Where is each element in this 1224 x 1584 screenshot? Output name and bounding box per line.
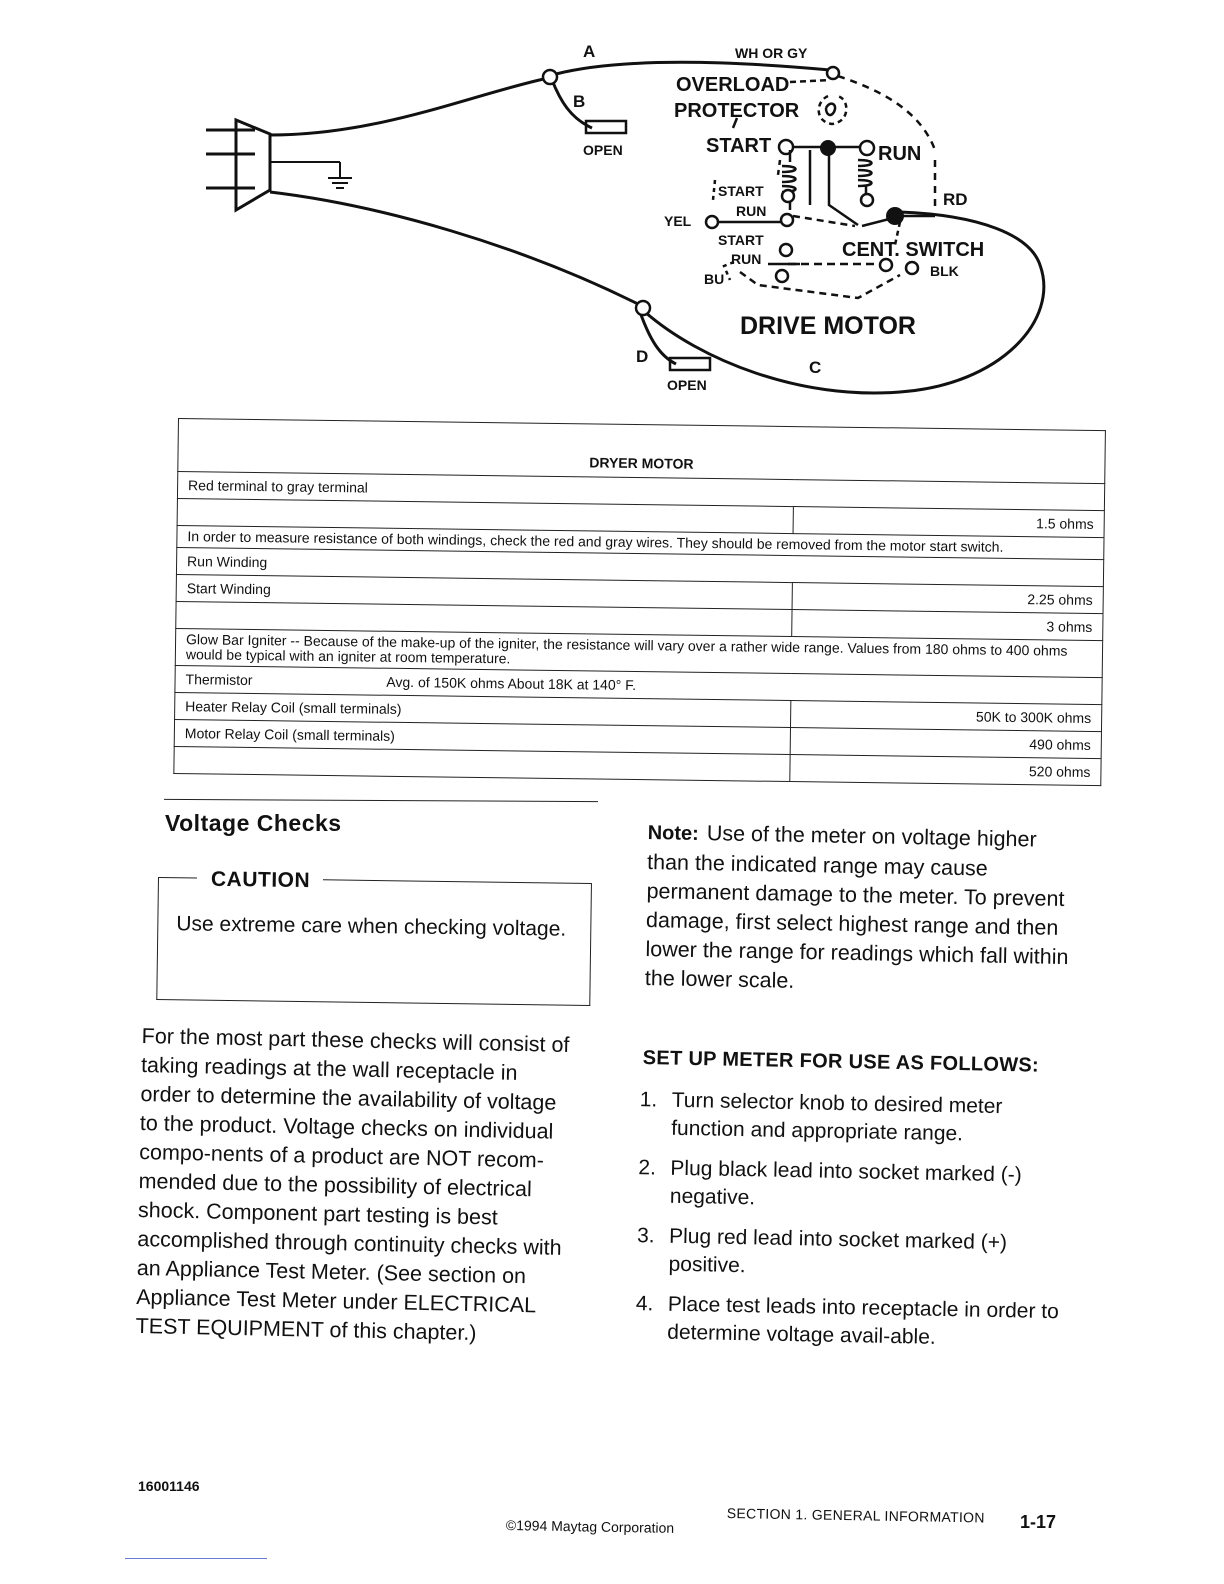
list-item <box>630 1222 1071 1286</box>
table-cell-label: Heater Relay Coil (small terminals) <box>175 692 791 727</box>
label-start-inner: START <box>718 183 764 199</box>
caution-box-border <box>159 877 197 879</box>
table-note-glow-bar: Glow Bar Igniter -- Because of the make-up of the igniter, the resistance will vary over a rather wide range. Values from 180 ohms to 400 ohms would be typical with an igniter at room temperature. <box>175 628 1102 677</box>
label-terminal-c: C <box>809 358 822 377</box>
document-number: 16001146 <box>138 1478 200 1494</box>
label-cent-switch: CENT. SWITCH <box>842 239 985 261</box>
step-number: 4. <box>635 1292 654 1316</box>
dryer-motor-resistance-table <box>173 418 1106 786</box>
step-text: Plug black lead into socket marked (-) negative. <box>669 1156 1022 1210</box>
label-open-d: OPEN <box>667 377 707 393</box>
label-overload: OVERLOAD <box>676 74 790 96</box>
table-cell-value: 1.5 ohms <box>793 507 1104 538</box>
wire-wh-gy <box>556 62 830 74</box>
terminal-d-node <box>636 301 650 315</box>
note-label: Note: <box>647 821 700 845</box>
plug-body <box>236 120 270 210</box>
list-item <box>629 1290 1070 1354</box>
copyright: ©1994 Maytag Corporation <box>505 1517 675 1536</box>
label-blk: BLK <box>930 263 959 279</box>
table-cell-value: 50K to 300K ohms <box>791 701 1102 732</box>
section-label: SECTION 1. GENERAL INFORMATION <box>726 1505 985 1526</box>
label-terminal-a: A <box>583 42 596 61</box>
caution-label: CAUTION <box>210 867 311 893</box>
table-cell-label: Motor Relay Coil (small terminals) <box>174 719 790 754</box>
setup-steps-list <box>629 1086 1074 1366</box>
label-terminal-d: D <box>636 347 649 366</box>
label-open-b: OPEN <box>583 142 623 158</box>
list-item <box>633 1086 1074 1150</box>
table-note-windings: In order to measure resistance of both windings, check the red and gray wires. They should be removed from the motor start switch. <box>177 525 1104 559</box>
step-number: 3. <box>636 1224 655 1248</box>
table-cell-label: Start Winding <box>176 574 792 609</box>
voltage-checks-body: For the most part these checks will consist of taking readings at the wall receptacle in order to determine the availability of voltage to the product. Voltage checks on individual compo-nents of a product are NOT recom-mended due to the possibility of electrical shock. Component part testing is best accomplished through continuity checks with an Appliance Test Meter. (See section on Appliance Test Meter under ELECTRICAL TEST EQUIPMENT of this chapter.) <box>135 1023 570 1346</box>
section-divider <box>164 799 598 802</box>
table-cell-value: 520 ohms <box>790 755 1101 786</box>
label-run-lower: RUN <box>731 251 762 267</box>
setup-meter-heading: SET UP METER FOR USE AS FOLLOWS: <box>642 1047 1040 1077</box>
note-text: Use of the meter on voltage higher than the indicated range may cause permanent damage to the meter. To prevent damage, first select highest range and then lower the range for readings which fall within the lower scale. <box>644 821 1069 993</box>
label-run: RUN <box>878 143 922 165</box>
label-rd: RD <box>943 190 968 209</box>
label-yel: YEL <box>664 213 692 229</box>
caution-box-border <box>323 879 591 884</box>
table-title: DRYER MOTOR <box>178 419 1106 484</box>
step-text: Place test leads into receptacle in order to determine voltage avail-able. <box>667 1292 1060 1349</box>
table-cell-label: Run Winding <box>176 547 1103 586</box>
thermistor-label: Thermistor <box>185 671 253 688</box>
scan-edge-line <box>125 1558 267 1559</box>
label-wh-gy: WH OR GY <box>735 45 808 61</box>
label-start-lower: START <box>718 232 764 248</box>
terminal-a-node <box>543 70 557 84</box>
page-number: 1-17 <box>1020 1512 1057 1532</box>
thermistor-average: Avg. of 150K ohms About 18K at 140° F. <box>386 673 637 694</box>
label-run-inner: RUN <box>736 203 767 219</box>
wire-plug-to-a <box>270 78 548 135</box>
drive-motor-wiring-diagram <box>0 0 1224 410</box>
step-number: 2. <box>638 1156 657 1180</box>
table-cell-value: 490 ohms <box>790 728 1101 759</box>
step-number: 1. <box>639 1088 658 1112</box>
wire-plug-to-d <box>270 192 640 305</box>
meter-note <box>645 818 1080 1001</box>
label-terminal-b: B <box>573 92 586 111</box>
list-item <box>632 1154 1073 1218</box>
caution-box <box>156 867 592 1006</box>
label-protector: PROTECTOR <box>674 100 800 122</box>
step-text: Turn selector knob to desired meter function and appropriate range. <box>670 1088 1003 1146</box>
table-cell-label: Red terminal to gray terminal <box>177 472 1104 511</box>
caution-text: Use extreme care when checking voltage. <box>176 912 567 941</box>
label-start: START <box>706 135 772 157</box>
voltage-checks-heading: Voltage Checks <box>165 810 342 836</box>
step-text: Plug red lead into socket marked (+) positive. <box>668 1224 1008 1278</box>
table-cell-value: 3 ohms <box>792 610 1103 641</box>
label-bu: BU <box>704 271 725 287</box>
label-drive-motor: DRIVE MOTOR <box>740 312 916 340</box>
table-cell-value: 2.25 ohms <box>792 583 1103 614</box>
